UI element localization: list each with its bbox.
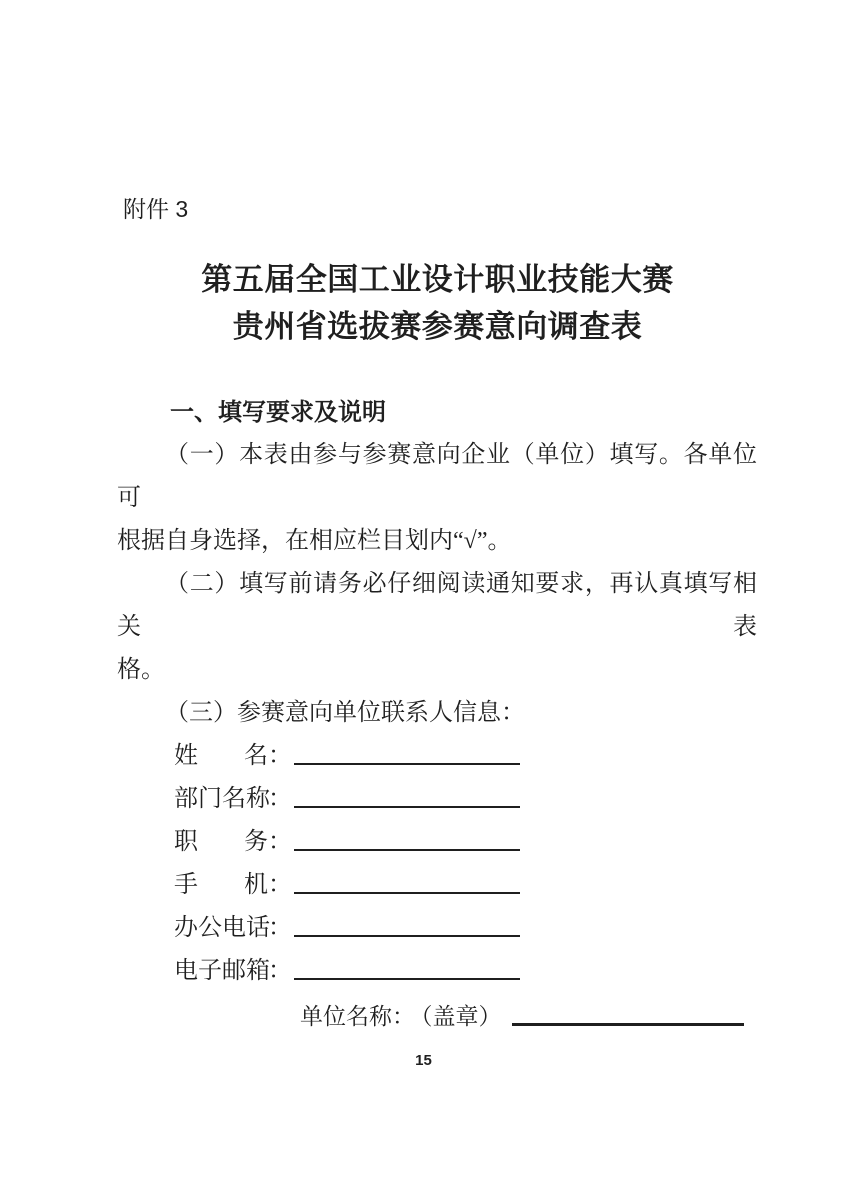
title-line-2: 贵州省选拔赛参赛意向调查表	[232, 309, 643, 344]
field-label-office-phone: 办 公 电 话	[174, 915, 270, 941]
field-colon: ：	[268, 786, 292, 812]
field-label-mobile: 手 机	[174, 872, 268, 898]
field-colon: ：	[268, 829, 292, 855]
field-colon: ：	[268, 958, 292, 984]
stamp-note: （盖章）	[421, 1004, 502, 1029]
paragraph-2-line-1: （二）填写前请务必仔细阅读通知要求，再认真填写相关表	[117, 571, 757, 640]
attachment-label: 附件 3	[123, 196, 189, 222]
form-row-mobile	[174, 864, 757, 907]
fill-in-line-email	[294, 978, 520, 980]
form-row-department	[174, 778, 757, 821]
document-body	[117, 434, 757, 993]
fill-in-line-position	[294, 849, 520, 851]
fill-in-line-department	[294, 806, 520, 808]
field-label-email: 电 子 邮 箱	[174, 958, 270, 984]
form-row-name	[174, 735, 757, 778]
form-row-office-phone	[174, 907, 757, 950]
fill-in-line-office-phone	[294, 935, 520, 937]
field-colon: ：	[268, 915, 292, 941]
paragraph-1-line-2: 根据自身选择，在相应栏目划内“√”。	[117, 528, 512, 554]
fill-in-line-unit-name	[512, 1023, 744, 1026]
document-title	[14, 256, 847, 350]
form-row-position	[174, 821, 757, 864]
fill-in-line-name	[294, 763, 520, 765]
paragraph-1-line-1: （一）本表由参与参赛意向企业（单位）填写。各单位可	[117, 442, 757, 511]
paragraph-3-line-1: （三）参赛意向单位联系人信息：	[165, 700, 525, 726]
field-label-name: 姓 名	[174, 743, 268, 769]
field-colon: ：	[268, 743, 292, 769]
field-label-department: 部 门 名 称	[174, 786, 270, 812]
section-heading: 一、填写要求及说明	[170, 399, 386, 426]
field-colon: ：	[268, 872, 292, 898]
fill-in-line-mobile	[294, 892, 520, 894]
title-line-1: 第五届全国工业设计职业技能大赛	[201, 262, 674, 297]
unit-name-row	[300, 1000, 744, 1034]
paragraph-2-line-2: 格。	[117, 657, 165, 683]
unit-name-label: 单位名称：	[300, 1004, 415, 1029]
page-number: 15	[415, 1052, 432, 1069]
field-label-position: 职 务	[174, 829, 268, 855]
form-row-email	[174, 950, 757, 993]
